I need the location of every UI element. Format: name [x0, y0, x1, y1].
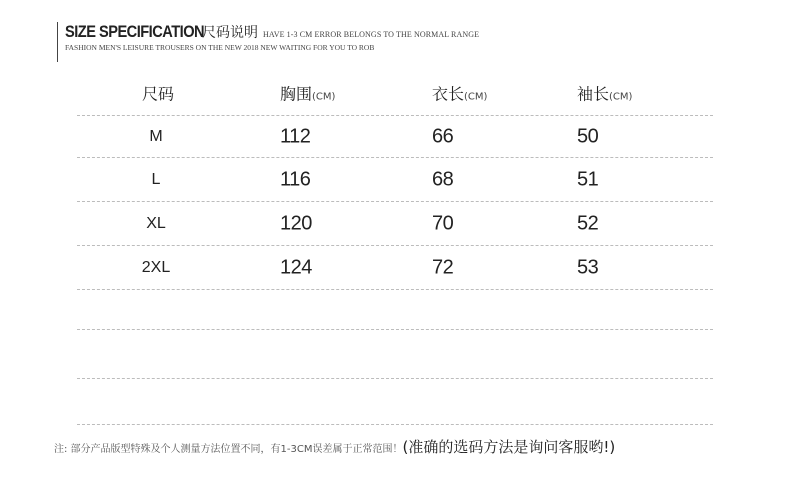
- error-range-note: HAVE 1-3 CM ERROR BELONGS TO THE NORMAL RANGE: [263, 30, 480, 39]
- size-cell: M: [149, 127, 163, 145]
- sleeve-cell: 53: [577, 256, 599, 278]
- footer-note: [54, 436, 615, 457]
- empty-table-row: [77, 290, 713, 330]
- column-header-sleeve: 袖长(CM): [577, 84, 633, 103]
- chest-cell: 112: [280, 125, 311, 147]
- size-cell: XL: [146, 214, 166, 232]
- size-advice: (准确的选码方法是询问客服哟!): [402, 438, 616, 456]
- size-table: [77, 70, 713, 425]
- table-row: [77, 158, 713, 202]
- table-row: [77, 202, 713, 246]
- column-header-length: 衣长(CM): [432, 84, 488, 103]
- column-header-chest: 胸围(CM): [280, 84, 336, 103]
- length-cell: 66: [432, 125, 454, 147]
- title-chinese: 尺码说明: [202, 25, 258, 41]
- chest-cell: 116: [280, 168, 311, 190]
- title-english: SIZE SPECIFICATION: [65, 22, 205, 41]
- size-cell: 2XL: [141, 258, 171, 276]
- unit-label: (CM): [464, 91, 488, 102]
- size-spec-header: [57, 22, 479, 62]
- header-subtitle: FASHION MEN'S LEISURE TROUSERS ON THE NEW 2018 NEW WAITING FOR YOU TO ROB: [65, 43, 375, 52]
- size-cell: L: [151, 170, 161, 188]
- empty-table-row: [77, 330, 713, 379]
- measurement-disclaimer: 注: 部分产品版型特殊及个人测量方法位置不同，有1-3CM误差属于正常范围！: [54, 444, 403, 455]
- empty-table-row: [77, 379, 713, 425]
- table-header-row: [77, 70, 713, 116]
- chest-cell: 124: [280, 256, 312, 278]
- title-line: [65, 22, 479, 42]
- length-cell: 70: [432, 212, 454, 234]
- unit-label: (CM): [609, 91, 633, 102]
- sleeve-cell: 50: [577, 125, 599, 147]
- length-cell: 72: [432, 256, 454, 278]
- length-cell: 68: [432, 168, 454, 190]
- table-row: [77, 116, 713, 158]
- table-row: [77, 246, 713, 290]
- chest-cell: 120: [280, 212, 312, 234]
- column-header-size: 尺码: [142, 84, 175, 103]
- unit-label: (CM): [312, 91, 336, 102]
- sleeve-cell: 51: [577, 168, 599, 190]
- sleeve-cell: 52: [577, 212, 599, 234]
